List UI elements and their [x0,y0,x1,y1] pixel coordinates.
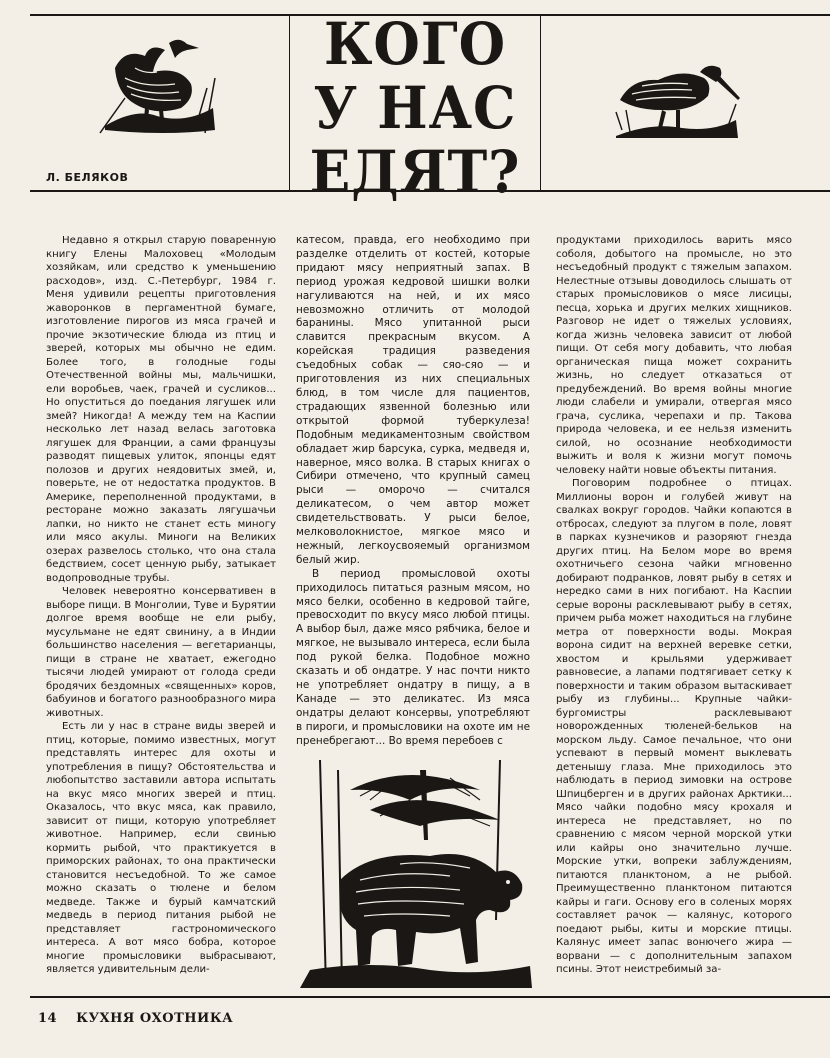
paragraph: Есть ли у нас в стране виды зверей и птиц, которые, помимо известных, могут представлять интерес для охоты и употребления в пищу? Обстоятельства и любопытство заставили автора испытать на вкус мясо многих зверей и птиц. Оказалось, что вкус мяса, как правило, зависит от пищи, которую употребляет животное. Например, если свинью кормить рыбой, что практикуется в приморских районах, то она практически становится несъедобной. То же самое можно сказать о тюлене и белом медведе. Также и бурый камчатский медведь в период питания рыбой не представляет гастрономического интереса. А вот мясо бобра, которое многие промысловики выбрасывают, является удивительным дели- [46,721,276,975]
paragraph: В период промысловой охоты приходилось питаться разным мясом, но мясо белки, особенно в кедровой тайге, превосходит по вкусу мясо любой птицы. А выбор был, даже мясо рябчика, белое и мягкое, не вызывало интереса, если была под рукой белка. Подобное можно сказать и об ондатре. У нас почти никто не употребляет ондатру в пищу, а в Канаде — это деликатес. Из мяса ондатры делают консервы, употребляют в пироги, и промысловики на охоте им не пренебрегают... Во время перебоев с [296,567,530,747]
paragraph: катесом, правда, его необходимо при разделке отделить от костей, которые придают мясу неприятный запах. В период урожая кедровой шишки волки нагуливаются на ней, и их мясо невозможно отличить от молодой баранины. Мясо упитанной рыси славится прекрасным вкусом. А корейская традиция разведения съедобных собак — сяо-сяо — и приготовления из них специальных блюд, в том числе для пациентов, страдающих язвенной болезнью или открытой формой туберкулеза! Подобным медикаментозным свойством обладает жир барсука, сурка, медведя и, наверное, мясо волка. В старых книгах о Сибири отмечено, что крупный самец рыси — оморочо — считался деликатесом, о чем автор может свидетельствовать. У рыси белое, мелковолокнистое, мягкое мясо и нежный, легкоусвояемый организмом белый жир. [296,234,530,566]
author-byline: Л. БЕЛЯКОВ [46,171,129,184]
article-title [300,12,530,204]
page-number: 14 [38,1011,58,1026]
paragraph: Поговорим подробнее о птицах. Миллионы ворон и голубей живут на свалках вокруг городов. Чайки копаются в отбросах, следуют за плугом в поле, ловят в парках кузнечиков и разоряют гнезда других птиц. На Белом море во время охотничьего сезона чайки мгновенно добирают подранков, ловят рыбу в сетях и нередко сами в них погибают. На Каспии серые вороны расклевывают рыбу в сетях, причем рыба может находиться на глубине метра от поверхности воды. Мокрая ворона сидит на верхней веревке сетки, хвостом и крыльями удерживает равновесие, а лапами подтягивает сетку к поверхности и таким образом вытаскивает рыбу из глубины... Крупные чайки-бургомистры расклевывают новорожденных тюленей-бельков на морском льду. Самое печальное, что они успевают в первый момент выклевать детенышу глаза. Мне приходилось это наблюдать в период зимовки на острове Шпицберген и в других районах Арктики... Мясо чайки подобно мясу крохаля и интереса не представляет, но по сравнению с мясом черной морской утки или кайры оно значительно лучше. Морские утки, вопреки заблуждениям, питаются планктоном, а не рыбой. Преимущественно планктоном питаются кайры и гаги. Основу его в соленых морях составляет рачок — калянус, которого поедают рыбы, киты и морские птицы. Калянус имеет запас вонючего жира — ворвани — с дополнительным запахом псины. Этот неистребимый за- [556,478,792,975]
title-left-rule [289,14,290,192]
article-column-2 [296,234,530,749]
article-column-1 [46,234,276,977]
page-footer [38,1011,233,1026]
title-right-rule [540,14,541,192]
title-line-2: У НАС [313,74,517,142]
paragraph: продуктами приходилось варить мясо соболя, добытого на промысле, но это несъедобный продукт с тяжелым запахом. Нелестные отзывы доводилось слышать от старых промысловиков о мясе лисицы, песца, хорька и других мелких хищников. Разговор не идет о тяжелых условиях, когда жизнь человека зависит от любой пищи. От себя могу добавить, что любая органическая пища может сохранить жизнь, но следует отказаться от предубеждений. Во время войны многие люди слабели и умирали, отвергая мясо грача, суслика, черепахи и пр. Такова природа человека, и ее нельзя изменить силой, но осознание необходимости выжить и воля к жизни могут помочь человеку найти новые объекты питания. [556,235,792,476]
bear-in-forest-woodcut-icon [300,760,532,988]
article-column-3 [556,234,792,977]
snipe-bird-woodcut-icon [612,38,740,138]
bustard-bird-woodcut-icon [95,38,220,138]
title-line-3: ЕДЯТ? [309,138,521,206]
title-line-1: КОГО [323,10,507,78]
footer-rule [30,996,830,998]
paragraph: Недавно я открыл старую поваренную книгу Елены Малоховец «Молодым хозяйкам, или средство к уменьшению расходов», изд. С.-Петербург, 1984 г. Меня удивили рецепты приготовления жаворонков в пергаментной бумаге, изготовление пирогов из мяса грачей и прочие экзотические блюда из птиц и зверей, которых мы обычно не едим. Более того, в голодные годы Отечественной войны мы, мальчишки, ели воробьев, чаек, грачей и сусликов... Но опуститься до поедания лягушек или змей? Никогда! А между тем на Каспии несколько лет назад велась заготовка лягушек для Франции, а сами французы разводят пищевых улиток, японцы едят полозов и других неядовитых змей, и, поверьте, не от недостатка продуктов. В Америке, переполненной продуктами, в ресторане можно заказать лягушачьи лапки, но никто не станет есть миногу или мясо акулы. Миноги на Великих озерах развелось столько, что она стала бедствием, сосет ценную рыбу, затыкает водопроводные трубы. [46,235,276,584]
paragraph: Человек невероятно консервативен в выборе пищи. В Монголии, Туве и Бурятии долгое время вообще не ели рыбу, мусульмане не едят свинину, а в Индии большинство населения — вегетарианцы, пищи в стране не хватает, ежегодно тысячи людей умирают от голода среди бродячих бездомных «священных» коров, бабуинов и богатого разнообразного мира животных. [46,586,276,719]
section-name: КУХНЯ ОХОТНИКА [76,1011,234,1026]
